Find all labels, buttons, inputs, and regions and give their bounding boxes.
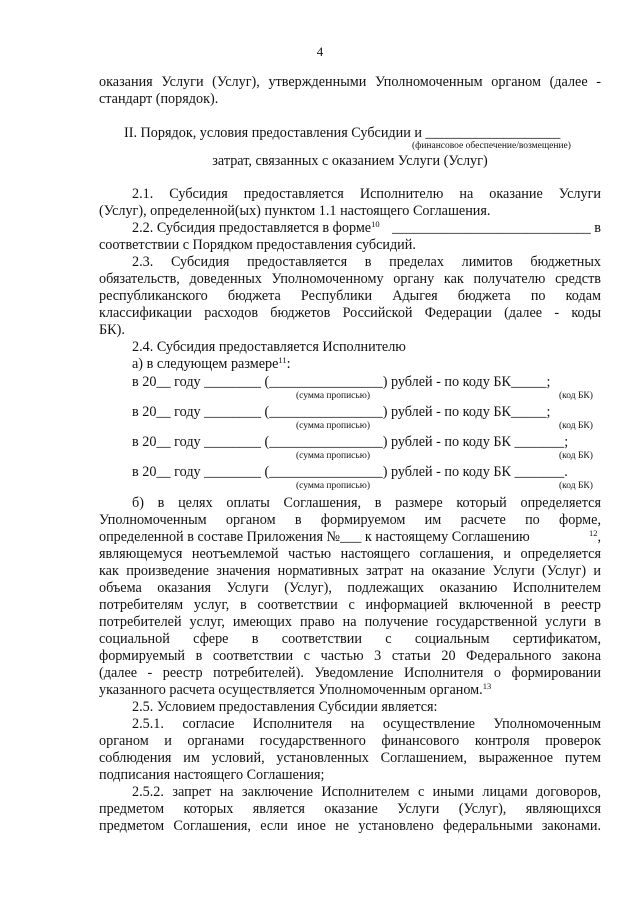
p23-line-4: классификации расходов бюджетов Российской Федерации (далее - коды bbox=[99, 305, 601, 321]
p24b-line-10: формируемый в соответствии с частью 3 статьи 20 Федерального закона bbox=[99, 648, 601, 664]
p24b-line-9: социальной сфере в соответствии с социальным сертификатом, bbox=[99, 631, 601, 647]
p251-line-1: 2.5.1. согласие Исполнителя на осуществление Уполномоченным bbox=[132, 716, 601, 732]
p22-text-a: 2.2. Субсидия предоставляется в форме bbox=[132, 220, 372, 236]
p23-line-3: республиканского бюджета Республики Адыгея бюджета по кодам bbox=[99, 288, 601, 304]
year-row-3-code-note: (код БК) bbox=[559, 451, 593, 461]
p252-line-1: 2.5.2. запрет на заключение Исполнителем с иными лицами договоров, bbox=[132, 784, 601, 800]
p252-line-3: предметом Соглашения, если иное не установлено федеральными законами. bbox=[99, 818, 601, 834]
p22-line-2: соответствии с Порядком предоставления субсидий. bbox=[99, 237, 416, 253]
year-row-2-code-note: (код БК) bbox=[559, 421, 593, 431]
p24b-line-2: Уполномоченным органом в формируемом им расчете по форме, bbox=[99, 512, 601, 528]
year-row-4-code-note: (код БК) bbox=[559, 481, 593, 491]
p21-line-1: 2.1. Субсидия предоставляется Исполнителю на оказание Услуги bbox=[132, 186, 601, 202]
p24b-line-12-text: указанного расчета осуществляется Уполномоченным органом. bbox=[99, 682, 483, 698]
section-heading-line-2: затрат, связанных с оказанием Услуги (Услуг) bbox=[212, 153, 488, 169]
intro-line-2: стандарт (порядок). bbox=[99, 91, 219, 107]
p251-line-4: подписания настоящего Соглашения; bbox=[99, 767, 325, 783]
footnote-ref-10: 10 bbox=[371, 219, 380, 229]
p24b-line-7: потребителям услуг, в соответствии с информацией включенной в реестр bbox=[99, 597, 601, 613]
year-row-4: в 20__ году ________ (________________) рублей - по коду БК _______. bbox=[132, 464, 568, 480]
p24b-line-12 bbox=[99, 682, 601, 699]
p252-line-2: предметом которых является оказание Услуги (Услуг), являющихся bbox=[99, 801, 601, 817]
p24b-line-3-text: определенной в составе Приложения №___ к настоящему Соглашению bbox=[99, 529, 530, 545]
p24-line-1: 2.4. Субсидия предоставляется Исполнителю bbox=[132, 339, 406, 355]
intro-line-1: оказания Услуги (Услуг), утвержденными Уполномоченным органом (далее - bbox=[99, 74, 601, 90]
year-row-4-sum-note: (сумма прописью) bbox=[296, 481, 370, 491]
section-heading-note: (финансовое обеспечение/возмещение) bbox=[412, 141, 571, 151]
year-row-1-code-note: (код БК) bbox=[559, 391, 593, 401]
footnote-ref-12: 12 bbox=[588, 528, 598, 538]
p23-line-1: 2.3. Субсидия предоставляется в пределах лимитов бюджетных bbox=[132, 254, 601, 270]
p24b-line-6: объема оказания Услуги (Услуг), подлежащих оказанию Исполнителем bbox=[99, 580, 601, 596]
year-row-1-sum-note: (сумма прописью) bbox=[296, 391, 370, 401]
p22-line-1 bbox=[132, 220, 601, 237]
p251-line-3: соблюдения им условий, установленных Соглашением, выраженное путем bbox=[99, 750, 601, 766]
p24b-line-5: как произведение значения нормативных затрат на оказание Услуги (Услуг) и bbox=[99, 563, 601, 579]
year-row-3: в 20__ году ________ (________________) рублей - по коду БК _______; bbox=[132, 434, 569, 450]
p25-line-1: 2.5. Условием предоставления Субсидии является: bbox=[132, 699, 438, 715]
p24-size-text: а) в следующем размере bbox=[132, 356, 279, 372]
p23-line-2: обязательств, доведенных Уполномоченному органу как получателю средств bbox=[99, 271, 601, 287]
p24b-line-3-comma: , bbox=[597, 529, 601, 545]
page-number: 4 bbox=[316, 44, 324, 59]
p24b-line-3 bbox=[99, 529, 601, 546]
section-heading-line-1: II. Порядок, условия предоставления Субсидии и ___________________ bbox=[124, 125, 561, 141]
p24b-line-4: являющемуся неотъемлемой частью настоящего соглашения, и определяется bbox=[99, 546, 601, 562]
p24b-line-11: (далее - реестр потребителей). Уведомление Исполнителя о формировании bbox=[99, 665, 601, 681]
p251-line-2: органом и органами государственного финансового контроля проверок bbox=[99, 733, 601, 749]
footnote-ref-13: 13 bbox=[482, 681, 492, 691]
p22-text-b: ____________________________ в bbox=[392, 220, 601, 236]
year-row-2-sum-note: (сумма прописью) bbox=[296, 421, 370, 431]
p24-size-colon: : bbox=[286, 356, 291, 372]
year-row-2: в 20__ году ________ (________________) рублей - по коду БК_____; bbox=[132, 404, 551, 420]
year-row-1: в 20__ году ________ (________________) рублей - по коду БК_____; bbox=[132, 374, 551, 390]
p21-line-2: (Услуг), определенной(ых) пунктом 1.1 настоящего Соглашения. bbox=[99, 203, 491, 219]
p24b-line-8: потребителей услуг, имеющих право на получение государственной услуги в bbox=[99, 614, 601, 630]
p23-line-5: БК). bbox=[99, 322, 125, 338]
p24b-line-1: б) в целях оплаты Соглашения, в размере который определяется bbox=[132, 495, 601, 511]
year-row-3-sum-note: (сумма прописью) bbox=[296, 451, 370, 461]
footnote-ref-11: 11 bbox=[278, 355, 287, 365]
p24-line-2 bbox=[132, 356, 634, 373]
